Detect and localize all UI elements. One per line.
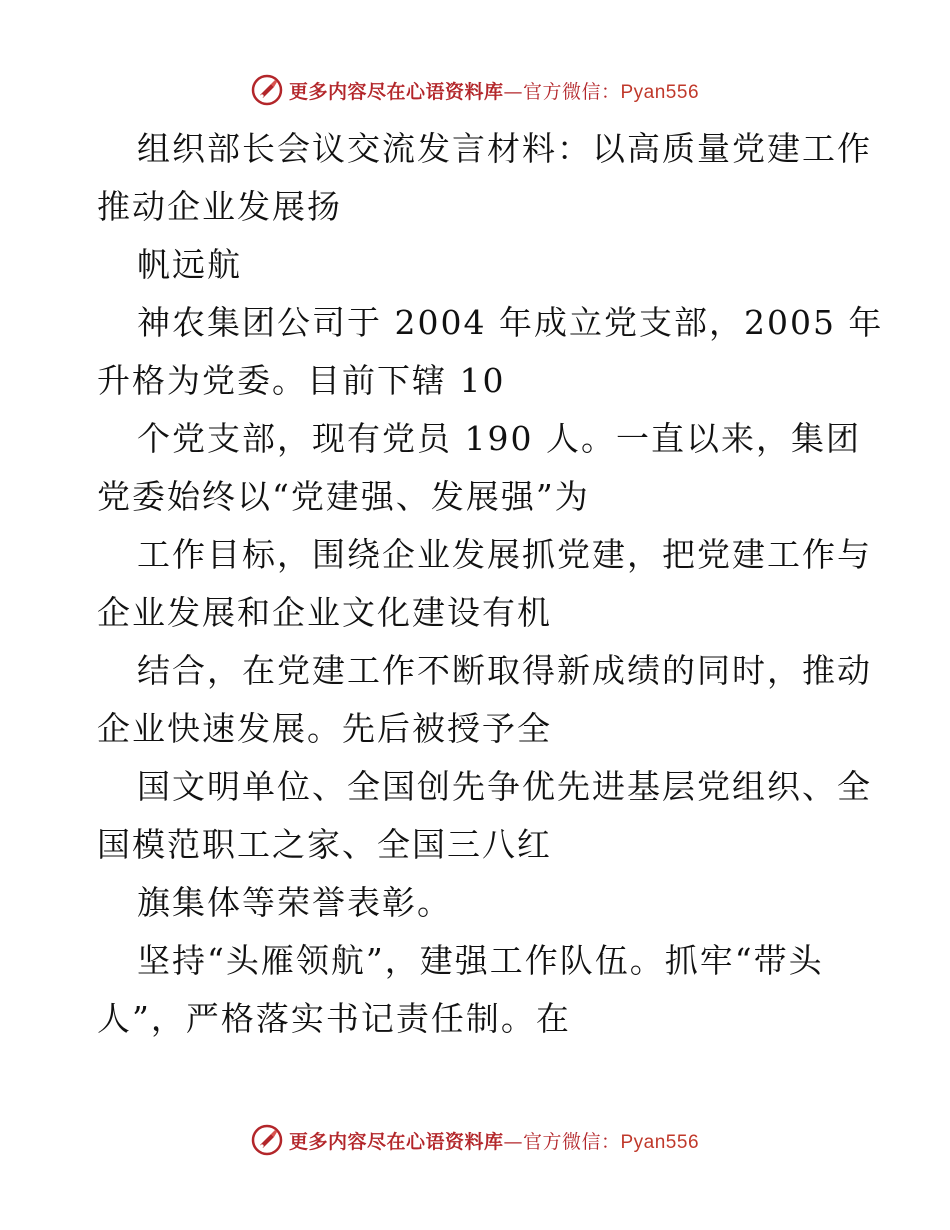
- header-banner-wechat: 官方微信：: [522, 80, 621, 103]
- body-line: 企业快速发展。先后被授予全: [97, 709, 552, 748]
- body-line: 组织部长会议交流发言材料：以高质量党建工作: [137, 129, 872, 168]
- header-banner-text: [289, 77, 699, 104]
- body-line: 旗集体等荣誉表彰。: [137, 883, 452, 922]
- footer-banner: [0, 1120, 950, 1160]
- document-body: [97, 120, 884, 1048]
- header-banner-id: Pyan556: [620, 81, 700, 103]
- footer-banner-separator: —: [503, 1130, 523, 1153]
- footer-banner-wechat: 官方微信：: [522, 1130, 621, 1153]
- body-line: 党委始终以“党建强、发展强”为: [97, 477, 590, 516]
- header-banner-main: 更多内容尽在心语资料库: [288, 80, 504, 103]
- body-line: 企业发展和企业文化建设有机: [97, 593, 552, 632]
- footer-banner-id: Pyan556: [620, 1131, 700, 1153]
- body-line: 人”，严格落实书记责任制。在: [97, 999, 571, 1038]
- body-line: 个党支部，现有党员 190 人。一直以来，集团: [137, 419, 861, 458]
- body-line: 国文明单位、全国创先争优先进基层党组织、全: [137, 767, 872, 806]
- header-banner-separator: —: [503, 80, 523, 103]
- header-banner: [0, 70, 950, 110]
- body-line: 国模范职工之家、全国三八红: [97, 825, 552, 864]
- brand-logo-icon: [251, 74, 283, 106]
- body-line: 升格为党委。目前下辖 10: [97, 361, 506, 400]
- body-line: 结合，在党建工作不断取得新成绩的同时，推动: [137, 651, 872, 690]
- body-line: 推动企业发展扬: [97, 187, 342, 226]
- body-line: 帆远航: [137, 245, 242, 284]
- brand-logo-icon: [251, 1124, 283, 1156]
- body-line: 神农集团公司于 2004 年成立党支部，2005 年: [137, 303, 884, 342]
- footer-banner-main: 更多内容尽在心语资料库: [288, 1130, 504, 1153]
- body-line: 工作目标，围绕企业发展抓党建，把党建工作与: [137, 535, 872, 574]
- body-line: 坚持“头雁领航”，建强工作队伍。抓牢“带头: [137, 941, 824, 980]
- footer-banner-text: [289, 1127, 699, 1154]
